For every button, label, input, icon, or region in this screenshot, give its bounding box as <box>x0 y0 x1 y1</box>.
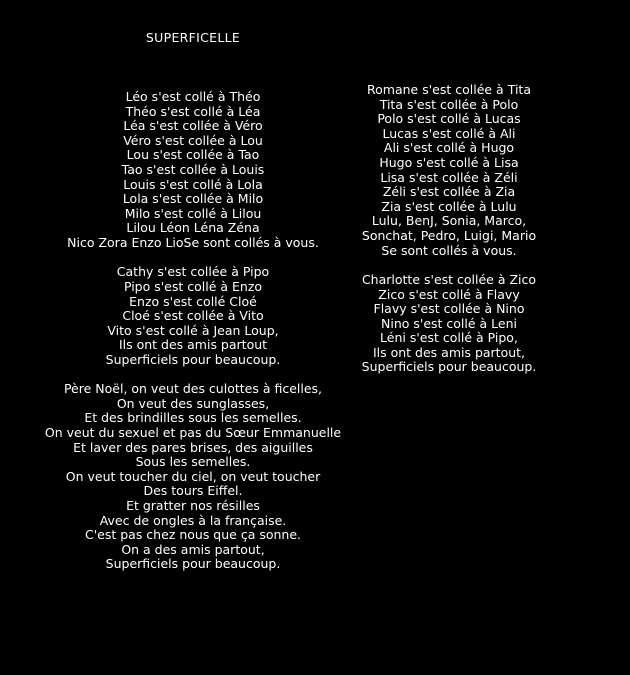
verse-line: Léo s'est collé à Théo <box>125 89 261 104</box>
verse-line: Superficiels pour beaucoup. <box>105 556 281 572</box>
verse-line: Avec de ongles à la française. <box>99 512 287 528</box>
verse-line: Tao s'est collée à Louis <box>121 161 265 177</box>
verse-line: Cathy s'est collée à Pipo <box>116 264 270 280</box>
verse-line: Lilou Léon Léna Zéna <box>126 220 260 236</box>
verse-line: Nico Zora Enzo LioSe sont collés à vous. <box>67 234 319 250</box>
right-column <box>343 83 555 375</box>
verse-line: Nino s'est collé à Leni <box>381 315 517 331</box>
page-title: SUPERFICELLE <box>145 30 241 45</box>
verse-line: Romane s'est collée à Tita <box>367 82 531 97</box>
verse-line: Ali s'est collé à Hugo <box>383 140 515 156</box>
verse-line: On a des amis partout, <box>121 541 265 557</box>
verse-line: Théo s'est collé à Léa <box>125 103 261 119</box>
verse-line: Flavy s'est collée à Nino <box>373 301 525 317</box>
left-column <box>40 90 346 572</box>
verse-line: Zia s'est collée à Lulu <box>381 198 517 214</box>
verse-line: Des tours Eiffel. <box>143 483 243 499</box>
verse-line: Lucas s'est collé à Ali <box>382 125 516 141</box>
verse-line: Léni s'est collé à Pipo, <box>380 330 518 346</box>
verse-line: Enzo s'est collé Cloé <box>129 293 257 309</box>
verse-line: Lola s'est collée à Milo <box>122 191 264 207</box>
stanza <box>343 273 555 375</box>
verse-line: Lou s'est collée à Tao <box>126 147 260 163</box>
verse-line: Tita s'est collée à Polo <box>379 96 519 112</box>
verse-line: On veut toucher du ciel, on veut toucher <box>65 468 321 484</box>
verse-line: Charlotte s'est collée à Zico <box>361 271 537 287</box>
verse-line: Superficiels pour beaucoup. <box>105 351 281 367</box>
verse-line: Lulu, BenJ, Sonia, Marco, <box>371 213 527 229</box>
verse-line: On veut du sexuel et pas du Sœur Emmanuelle <box>44 425 342 441</box>
verse-line: Hugo s'est collé à Lisa <box>379 154 519 170</box>
verse-line: Et gratter nos résilles <box>126 498 260 514</box>
verse-line: Se sont collés à vous. <box>381 242 517 258</box>
verse-line: Cloé s'est collée à Vito <box>122 308 264 324</box>
verse-line: Père Noël, on veut des culottes à ficelles, <box>63 381 323 397</box>
verse-line: Polo s'est collé à Lucas <box>377 111 521 127</box>
stanza <box>40 265 346 367</box>
stanza <box>343 83 555 258</box>
verse-line: On veut des sunglasses, <box>116 395 270 411</box>
verse-line: Superficiels pour beaucoup. <box>361 359 537 375</box>
verse-line: Milo s'est collé à Lilou <box>124 205 262 221</box>
verse-line: Zéli s'est collée à Zia <box>382 184 516 200</box>
stanza <box>40 382 346 572</box>
verse-line: Ils ont des amis partout <box>118 337 268 353</box>
stanza <box>40 90 346 251</box>
verse-line: Ils ont des amis partout, <box>372 344 526 360</box>
verse-line: Vito s'est collé à Jean Loup, <box>107 322 279 338</box>
verse-line: Zico s'est collé à Flavy <box>378 286 520 302</box>
verse-line: Et laver des pares brises, des aiguilles <box>73 439 313 455</box>
verse-line: Et des brindilles sous les semelles. <box>84 410 302 426</box>
verse-line: Pipo s'est collé à Enzo <box>123 278 263 294</box>
verse-line: Lisa s'est collée à Zéli <box>380 169 518 185</box>
verse-line: Véro s'est collée à Lou <box>123 132 263 148</box>
verse-line: Sonchat, Pedro, Luigi, Mario <box>361 227 537 243</box>
verse-line: Louis s'est collé à Lola <box>123 176 263 192</box>
verse-line: Sous les semelles. <box>135 454 251 470</box>
verse-line: Léa s'est collée à Véro <box>123 118 263 134</box>
verse-line: C'est pas chez nous que ça sonne. <box>84 527 301 543</box>
